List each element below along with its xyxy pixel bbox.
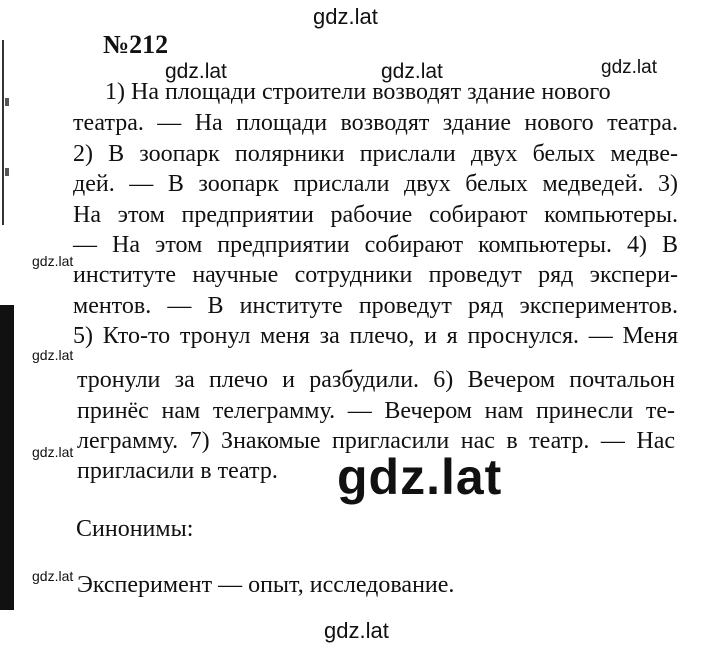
synonyms-line: Эксперимент — опыт, исследование. xyxy=(77,572,455,598)
text-line: — На этом предприятии собирают компьютеры. 4) В xyxy=(73,232,678,258)
watermark: gdz.lat xyxy=(601,57,657,78)
text-line: принёс нам телеграмму. — Вечером нам принесли те- xyxy=(77,398,675,424)
text-line: дей. — В зоопарк прислали двух белых медведей. 3) xyxy=(73,171,678,197)
text-line: На этом предприятии рабочие собирают компьютеры. xyxy=(73,202,678,228)
text-line: пригласили в театр. xyxy=(77,458,278,484)
watermark: gdz.lat xyxy=(324,618,389,643)
text-line: 2) В зоопарк полярники прислали двух белых медве- xyxy=(73,141,678,167)
watermark: gdz.lat xyxy=(165,60,227,83)
text-line: 1) На площади строители возводят здание нового xyxy=(105,79,611,105)
margin-scan-shadow xyxy=(0,305,14,610)
text-line: тронули за плечо и разбудили. 6) Вечером почтальон xyxy=(77,367,675,393)
margin-rule xyxy=(2,40,4,225)
text-line: институте научные сотрудники проведут ряд экспери- xyxy=(73,262,678,288)
exercise-number: №212 xyxy=(103,30,169,59)
text-line: ментов. — В институте проведут ряд экспериментов. xyxy=(73,293,678,319)
margin-mark xyxy=(5,168,9,176)
watermark: gdz.lat xyxy=(32,253,74,269)
margin-mark xyxy=(5,98,9,106)
watermark-large: gdz.lat xyxy=(337,449,503,505)
text-line: леграмму. 7) Знакомые пригласили нас в театр. — Нас xyxy=(77,428,675,454)
watermark: gdz.lat xyxy=(313,4,378,29)
watermark: gdz.lat xyxy=(32,568,74,584)
watermark: gdz.lat xyxy=(381,60,443,83)
watermark: gdz.lat xyxy=(32,347,74,363)
watermark: gdz.lat xyxy=(32,444,74,460)
text-line: театра. — На площади возводят здание нового театра. xyxy=(73,110,678,136)
text-line: 5) Кто-то тронул меня за плечо, и я проснулся. — Меня xyxy=(73,323,678,349)
synonyms-heading: Синонимы: xyxy=(76,516,194,542)
